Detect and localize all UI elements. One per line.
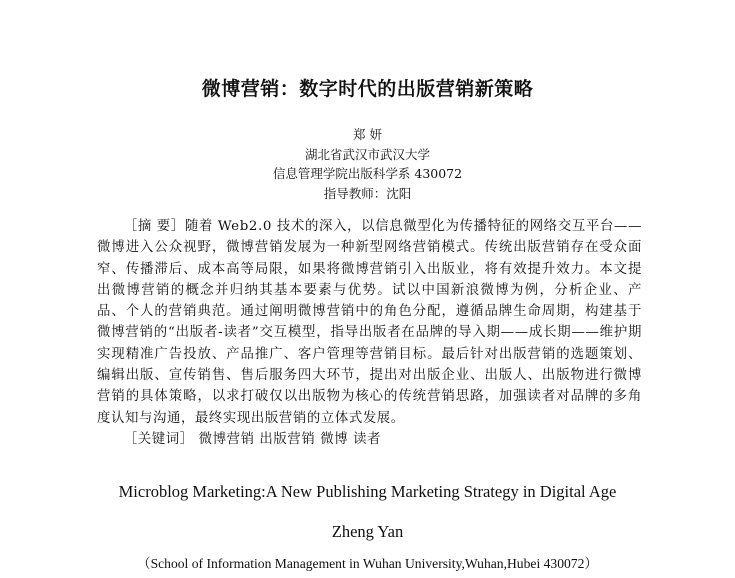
keywords-text: 微博营销 出版营销 微博 读者 [198,431,382,447]
abstract-paragraph [97,216,642,429]
author-name-en: Zheng Yan [331,522,404,541]
abstract-section [97,216,642,450]
keywords-label: ［关键词］ [123,431,194,447]
paper-title-cn: 微博营销：数字时代的出版营销新策略 [201,78,534,100]
abstract-text: 随着 Web2.0 技术的深入，以信息微型化为传播特征的网络交互平台——微博进入公众视野，微博营销发展为一种新型网络营销模式。传统出版营销存在受众面窄、传播滞后、成本高等局限，如果将微博营销引入出版业，将有效提升效力。本文提出微博营销的概念并归纳其基本要素与优势。试以中国新浪微博为例，分析企业、产品、个人的营销典范。通过阐明微博营销中的角色分配，遵循品牌生命周期，构建基于微博营销的“出版者-读者”交互模型，指导出版者在品牌的导入期——成长期——维护期实现精准广告投放、产品推广、客户管理等营销目标。最后针对出版营销的选题策划、编辑出版、宣传销售、售后服务四大环节，提出对出版企业、出版人、出版物进行微博营销的具体策略，以求打破仅以出版物为核心的传统营销思路，加强读者对品牌的多角度认知与沟通，最终实现出版营销的立体式发展。 [97,219,642,426]
author-block-cn [0,125,735,203]
author-name-cn: 郑 妍 [353,127,382,142]
paper-title-en: Microblog Marketing:A New Publishing Marketing Strategy in Digital Age [118,482,617,501]
keywords-paragraph [97,429,642,450]
affiliation-line: 湖北省武汉市武汉大学 [304,146,430,162]
advisor-line: 指导教师：沈阳 [323,185,412,201]
affiliation-en: （School of Information Management in Wuhan University,Wuhan,Hubei 430072） [136,556,598,571]
affiliation-line: 信息管理学院出版科学系 430072 [272,166,463,181]
abstract-label: ［摘 要］ [123,219,185,234]
